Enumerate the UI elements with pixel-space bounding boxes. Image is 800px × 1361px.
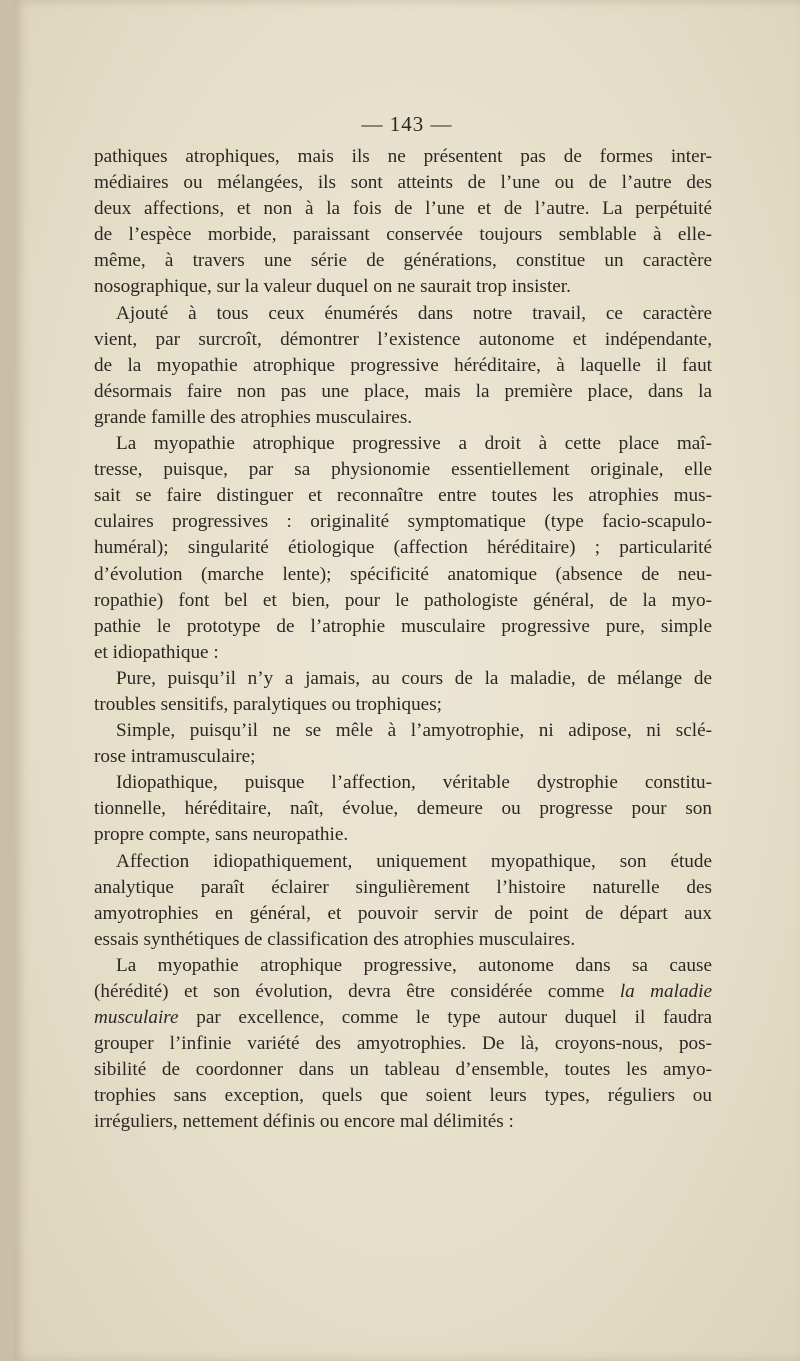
line-text: irréguliers, nettement définis ou encore mal délimités : [94,1111,514,1133]
text-line [94,875,712,901]
line-text: sait se faire distinguer et reconnaître entre toutes les atrophies mus- [94,485,712,507]
text-line [94,849,712,875]
text-line [94,196,712,222]
italic-text: musculaire [94,1007,179,1029]
line-text: médiaires ou mélangées, ils sont atteints de l’une ou de l’autre des [94,172,712,194]
line-text: tionnelle, héréditaire, naît, évolue, demeure ou progresse pour son [94,798,712,820]
line-text: Idiopathique, puisque l’affection, véritable dystrophie constitu- [116,772,712,794]
line-text: vient, par surcroît, démontrer l’existence autonome et indépendante, [94,328,712,350]
line-text: désormais faire non pas une place, mais la première place, dans la [94,380,712,402]
line-text: sibilité de coordonner dans un tableau d’ensemble, toutes les amyo- [94,1059,712,1081]
line-text: d’évolution (marche lente); spécificité anatomique (absence de neu- [94,563,712,585]
line-text: (hérédité) et son évolution, devra être considérée comme [94,981,620,1002]
line-text: Ajouté à tous ceux énumérés dans notre travail, ce caractère [116,302,712,324]
text-line [94,718,712,744]
line-text: pathie le prototype de l’atrophie musculaire progressive pure, simple [94,615,712,637]
text-line [94,1031,712,1057]
text-line [94,1083,712,1109]
line-text: essais synthétiques de classification des atrophies musculaires. [94,928,576,950]
text-line [94,901,712,927]
text-line [94,588,712,614]
line-text: ropathie) font bel et bien, pour le pathologiste général, de la myo- [94,589,712,611]
text-line [94,927,712,953]
line-text: même, à travers une série de générations, constitue un caractère [94,250,712,272]
line-text: propre compte, sans neuropathie. [94,824,349,846]
text-line [94,248,712,274]
line-text: par excellence, comme le type autour duquel il faudra [178,1007,712,1029]
line-text: amyotrophies en général, et pouvoir servir de point de départ aux [94,902,712,924]
text-line [94,770,712,796]
book-page [14,0,800,1361]
text-line [94,301,712,327]
text-line [94,953,712,979]
text-line [94,666,712,692]
text-line [94,796,712,822]
text-line [94,353,712,379]
line-text: et idiopathique : [94,641,219,663]
line-text: huméral); singularité étiologique (affection héréditaire) ; particularité [94,537,712,559]
italic-text: la maladie [619,981,713,1002]
text-line [94,431,712,457]
line-text: Affection idiopathiquement, uniquement myopathique, son étude [116,850,712,872]
line-text: tresse, puisque, par sa physionomie essentiellement originale, elle [94,459,712,481]
line-text: Pure, puisqu’il n’y a jamais, au cours de la maladie, de mélange de [116,667,712,689]
text-line [94,614,712,640]
text-line [94,144,712,170]
text-line [94,1005,712,1031]
text-line [94,327,712,353]
text-line [94,274,712,300]
line-text: nosographique, sur la valeur duquel on ne saurait trop insister. [94,276,571,298]
line-text: analytique paraît éclairer singulièrement l’histoire naturelle des [94,876,712,898]
text-line [94,692,712,718]
line-text: grouper l’infinie variété des amyotrophies. De là, croyons-nous, pos- [94,1033,712,1055]
text-line [94,222,712,248]
text-line [94,379,712,405]
text-line [94,170,712,196]
line-text: pathiques atrophiques, mais ils ne présentent pas de formes inter- [94,146,712,167]
text-line [94,1057,712,1083]
text-line [94,535,712,561]
text-line [94,509,712,535]
text-line [94,822,712,848]
line-text: de la myopathie atrophique progressive héréditaire, à laquelle il faut [94,354,712,376]
line-text: troubles sensitifs, paralytiques ou trophiques; [94,693,442,715]
body-text [94,144,712,1136]
text-line [94,979,712,1005]
line-text: rose intramusculaire; [94,746,256,768]
line-text: grande famille des atrophies musculaires. [94,406,413,428]
line-text: deux affections, et non à la fois de l’une et de l’autre. La perpétuité [94,198,712,220]
text-line [94,405,712,431]
line-text: La myopathie atrophique progressive, autonome dans sa cause [116,954,712,976]
text-line [94,640,712,666]
line-text: trophies sans exception, quels que soient leurs types, réguliers ou [94,1085,712,1107]
text-line [94,1109,712,1135]
line-text: Simple, puisqu’il ne se mêle à l’amyotrophie, ni adipose, ni sclé- [116,720,712,742]
text-line [94,457,712,483]
line-text: de l’espèce morbide, paraissant conservée toujours semblable à elle- [94,224,712,246]
text-line [94,483,712,509]
page-number: — 143 — [361,112,453,136]
line-text: La myopathie atrophique progressive a droit à cette place maî- [116,433,712,455]
line-text: culaires progressives : originalité symptomatique (type facio-scapulo- [94,511,712,533]
text-line [94,744,712,770]
text-line [94,562,712,588]
